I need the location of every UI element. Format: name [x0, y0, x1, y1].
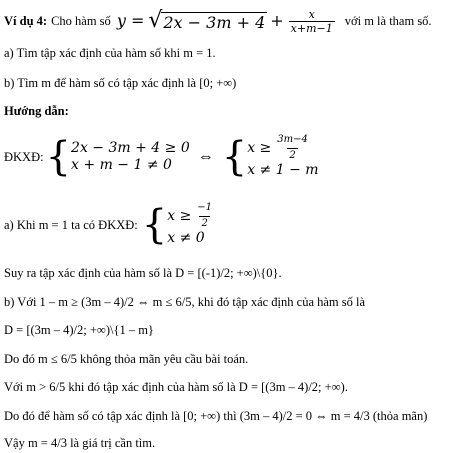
equivalence-symbol: ⇔ — [197, 148, 214, 165]
text-line-5: Với m > 6/5 khi đó tập xác định của hàm số là D = [(3m – 4)/2; +∞). — [4, 380, 348, 394]
system-2-row-1 — [247, 134, 318, 162]
plus-sign: + — [270, 11, 284, 30]
system-2-fraction-numerator: 3m−4 — [277, 134, 308, 146]
text-line-4: Do đó m ≤ 6/5 không thỏa mãn yêu cầu bài toán. — [4, 352, 249, 366]
part-a-question: a) Tìm tập xác định của hàm số khi m = 1. — [4, 46, 216, 60]
solution-a-fraction-numerator: −1 — [197, 202, 213, 214]
text-line-3: D = [(3m – 4)/2; +∞)\{1 – m} — [4, 323, 154, 337]
guide-heading: Hướng dẫn: — [4, 104, 69, 118]
system-1-row-1: 2x − 3m + 4 ≥ 0 — [71, 139, 190, 156]
system-2-row-2: x ≠ 1 − m — [247, 162, 319, 179]
system-2 — [222, 134, 319, 180]
left-brace-icon: { — [141, 202, 168, 248]
dkxd-block — [4, 130, 319, 184]
solution-a-block — [4, 200, 216, 250]
system-2-fraction — [275, 134, 310, 162]
system-1 — [45, 134, 190, 180]
solution-a-fraction-denominator: 2 — [201, 217, 208, 229]
left-brace-icon: { — [221, 134, 248, 180]
solution-a-row-1-lhs: x ≥ — [167, 207, 192, 224]
radicand: 2x − 3m + 4 — [163, 13, 266, 32]
sqrt-expression — [148, 8, 267, 33]
text-line-1: Suy ra tập xác định của hàm số là D = [(-1)/2; +∞)\{0}. — [4, 266, 282, 280]
text-line-7: Vậy m = 4/3 là giá trị cần tìm. — [4, 436, 156, 450]
radical-sign: √ — [148, 8, 163, 33]
part-b-question: b) Tìm m để hàm số có tập xác định là [0; +∞) — [4, 76, 237, 90]
system-2-fraction-denominator: 2 — [289, 149, 296, 161]
example-tail: với m là tham số. — [344, 13, 432, 28]
left-brace-icon: { — [45, 134, 72, 180]
fraction-denominator: x+m−1 — [290, 21, 333, 35]
example-intro: Cho hàm số — [51, 13, 111, 28]
function-y: y = — [116, 11, 145, 30]
system-1-row-2: x + m − 1 ≠ 0 — [71, 157, 172, 173]
example-label: Ví dụ 4: — [4, 13, 48, 28]
solution-a-row-2: x ≠ 0 — [167, 230, 205, 247]
solution-a-system — [142, 202, 216, 248]
example-statement — [4, 4, 432, 38]
solution-a-row-1 — [167, 202, 216, 230]
fraction-numerator: x — [308, 7, 315, 21]
text-line-6: Do đó để hàm số có tập xác định là [0; +∞) thì (3m – 4)/2 = 0 ⇔ m = 4/3 (thỏa mãn) — [4, 409, 428, 423]
solution-a-fraction — [195, 202, 214, 230]
dkxd-label: ĐKXĐ: — [4, 149, 44, 164]
text-line-2: b) Với 1 – m ≥ (3m – 4)/2 ⇔ m ≤ 6/5, khi đó tập xác định của hàm số là — [4, 295, 366, 309]
solution-a-text: a) Khi m = 1 ta có ĐKXĐ: — [4, 217, 138, 232]
function-fraction — [289, 9, 335, 34]
system-2-row-1-lhs: x ≥ — [247, 139, 272, 156]
